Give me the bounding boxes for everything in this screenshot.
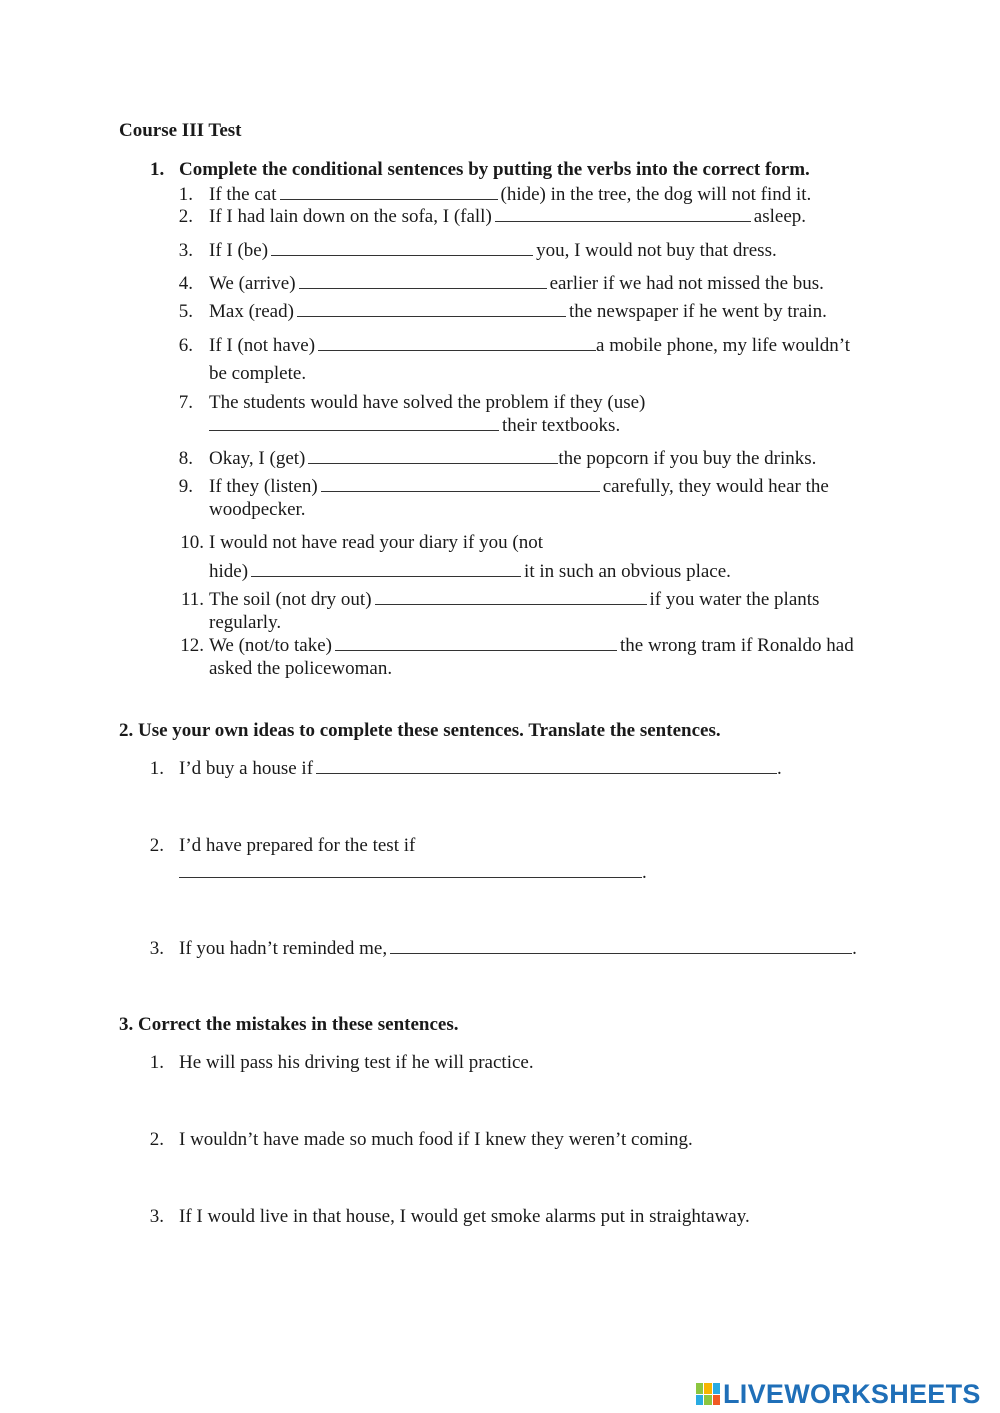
s1-item-3 xyxy=(209,240,777,262)
s1-item-number: 3. xyxy=(178,240,193,261)
s2-item-1-end: . xyxy=(777,758,782,779)
s1-item-10-text-c: it in such an obvious place. xyxy=(524,561,731,582)
s1-item-number: 12. xyxy=(180,635,204,656)
answer-blank[interactable] xyxy=(335,635,617,651)
answer-blank[interactable] xyxy=(297,301,566,317)
s1-item-12 xyxy=(209,635,854,657)
liveworksheets-logo-icon xyxy=(696,1383,720,1405)
s2-item-2-continued xyxy=(179,862,647,884)
s1-item-number: 5. xyxy=(178,301,193,322)
s1-item-11-text-b: if you water the plants xyxy=(649,589,820,610)
section2-heading: 2. Use your own ideas to complete these sentences. Translate the sentences. xyxy=(119,720,721,741)
s1-item-6-continued: be complete. xyxy=(209,363,307,384)
answer-blank[interactable] xyxy=(308,448,558,464)
s1-item-4-text-a: We (arrive) xyxy=(209,273,296,294)
s1-item-number: 2. xyxy=(178,206,193,227)
s2-item-3-end: . xyxy=(852,938,857,959)
s1-item-5 xyxy=(209,301,827,323)
s3-item-number: 1. xyxy=(149,1052,164,1073)
s1-item-11 xyxy=(209,589,819,611)
s3-item-2: I wouldn’t have made so much food if I knew they weren’t coming. xyxy=(179,1129,693,1150)
s3-item-1: He will pass his driving test if he will practice. xyxy=(179,1052,534,1073)
answer-blank[interactable] xyxy=(390,938,852,954)
s1-item-8-text-a: Okay, I (get) xyxy=(209,448,306,469)
s2-item-3 xyxy=(179,938,857,960)
s2-item-number: 1. xyxy=(149,758,164,779)
s1-item-1 xyxy=(209,184,811,206)
answer-blank[interactable] xyxy=(179,862,642,878)
s1-item-number: 11. xyxy=(180,589,204,610)
s1-item-6-text-a: If I (not have) xyxy=(209,335,316,356)
section1-number: 1. xyxy=(150,159,165,180)
s1-item-number: 8. xyxy=(178,448,193,469)
s2-item-number: 3. xyxy=(149,938,164,959)
answer-blank[interactable] xyxy=(271,240,533,256)
answer-blank[interactable] xyxy=(299,273,547,289)
s2-item-1 xyxy=(179,758,782,780)
s2-item-3-text: If you hadn’t reminded me, xyxy=(179,938,388,959)
s1-item-10-text-b: hide) xyxy=(209,561,249,582)
s1-item-7-text-b: their textbooks. xyxy=(502,415,621,436)
answer-blank[interactable] xyxy=(251,561,521,577)
s1-item-12-text-b: the wrong tram if Ronaldo had xyxy=(619,635,854,656)
s1-item-7-continued xyxy=(209,415,620,437)
s1-item-8-text-b: the popcorn if you buy the drinks. xyxy=(558,448,817,469)
s1-item-11-continued: regularly. xyxy=(209,612,282,633)
page-title: Course III Test xyxy=(119,120,242,141)
s1-item-11-text-a: The soil (not dry out) xyxy=(209,589,372,610)
s2-item-2-end: . xyxy=(642,862,647,883)
s3-item-3: If I would live in that house, I would get smoke alarms put in straightaway. xyxy=(179,1206,750,1227)
s1-item-2 xyxy=(209,206,806,228)
s1-item-5-text-a: Max (read) xyxy=(209,301,294,322)
s1-item-4-text-b: earlier if we had not missed the bus. xyxy=(549,273,824,294)
s1-item-8 xyxy=(209,448,816,470)
answer-blank[interactable] xyxy=(318,335,596,351)
s1-item-3-text-a: If I (be) xyxy=(209,240,269,261)
s2-item-number: 2. xyxy=(149,835,164,856)
s1-item-number: 7. xyxy=(178,392,193,413)
answer-blank[interactable] xyxy=(321,476,600,492)
s1-item-number: 1. xyxy=(178,184,193,205)
liveworksheets-logo-text: LIVEWORKSHEETS xyxy=(723,1378,981,1409)
s3-item-number: 2. xyxy=(149,1129,164,1150)
s1-item-number: 4. xyxy=(178,273,193,294)
s1-item-9 xyxy=(209,476,829,498)
s1-item-5-text-b: the newspaper if he went by train. xyxy=(568,301,827,322)
section1-heading: Complete the conditional sentences by putting the verbs into the correct form. xyxy=(179,159,810,180)
s1-item-6 xyxy=(209,335,850,357)
answer-blank[interactable] xyxy=(280,184,498,200)
s3-item-number: 3. xyxy=(149,1206,164,1227)
s1-item-2-text-b: asleep. xyxy=(753,206,807,227)
s1-item-3-text-b: you, I would not buy that dress. xyxy=(536,240,777,261)
s1-item-10-continued xyxy=(209,561,731,583)
s1-item-4 xyxy=(209,273,824,295)
liveworksheets-logo xyxy=(696,1379,981,1409)
s1-item-12-text-a: We (not/to take) xyxy=(209,635,332,656)
answer-blank[interactable] xyxy=(316,758,777,774)
s1-item-2-text-a: If I had lain down on the sofa, I (fall) xyxy=(209,206,492,227)
s1-item-7: The students would have solved the problem if they (use) xyxy=(209,392,646,413)
s1-item-number: 10. xyxy=(180,532,204,553)
s1-item-9-text-a: If they (listen) xyxy=(209,476,318,497)
answer-blank[interactable] xyxy=(495,206,751,222)
s1-item-1-text-a: If the cat xyxy=(209,184,277,205)
s1-item-10: I would not have read your diary if you (not xyxy=(209,532,543,553)
answer-blank[interactable] xyxy=(375,589,647,605)
s1-item-9-text-b: carefully, they would hear the xyxy=(602,476,829,497)
answer-blank[interactable] xyxy=(209,415,499,431)
s1-item-6-text-b: a mobile phone, my life wouldn’t xyxy=(596,335,851,356)
section3-heading: 3. Correct the mistakes in these sentences. xyxy=(119,1014,459,1035)
s1-item-9-continued: woodpecker. xyxy=(209,499,306,520)
s1-item-number: 9. xyxy=(178,476,193,497)
s1-item-1-text-b: (hide) in the tree, the dog will not find it. xyxy=(500,184,812,205)
s1-item-number: 6. xyxy=(178,335,193,356)
s2-item-2: I’d have prepared for the test if xyxy=(179,835,416,856)
s2-item-1-text: I’d buy a house if xyxy=(179,758,314,779)
s1-item-12-continued: asked the policewoman. xyxy=(209,658,393,679)
